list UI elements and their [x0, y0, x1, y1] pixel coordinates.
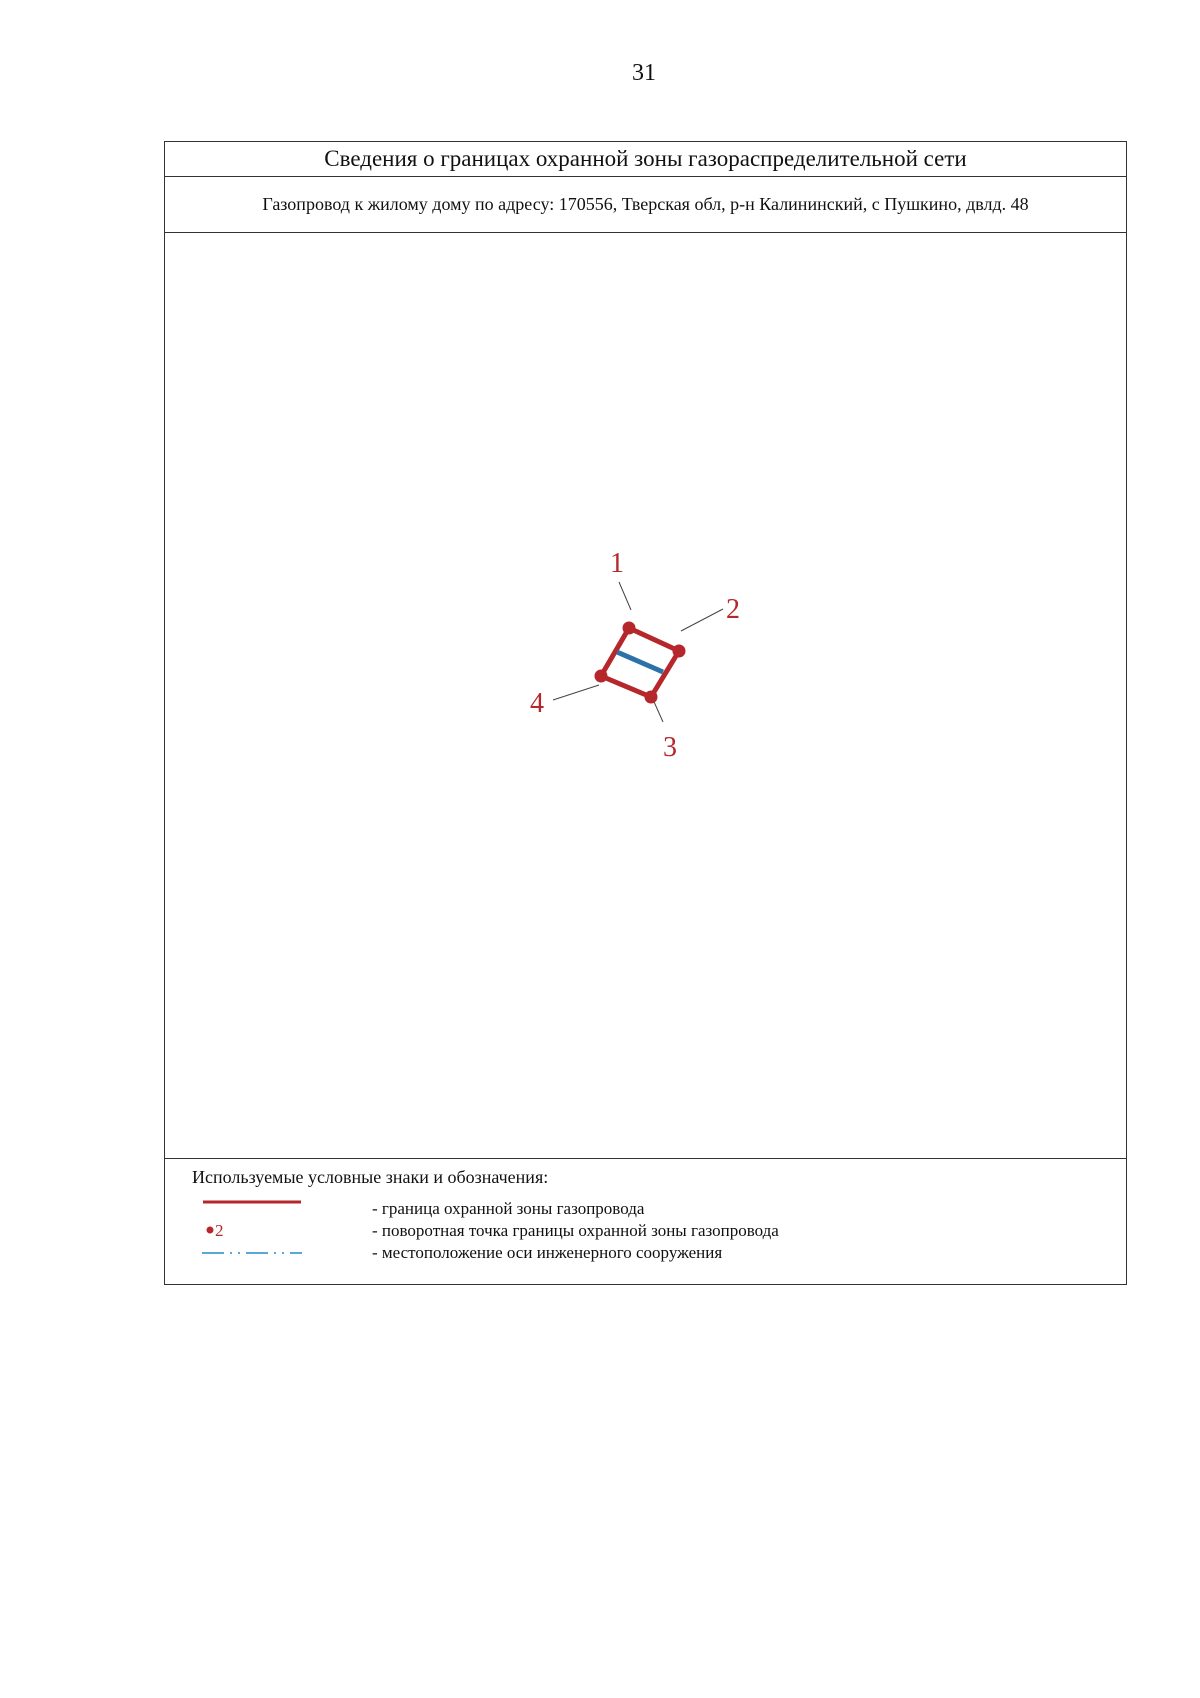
- document-frame: [164, 141, 1127, 1285]
- legend-text-point: - поворотная точка границы охранной зоны газопровода: [372, 1221, 779, 1240]
- red-solid-line-icon: [202, 1198, 302, 1220]
- point-label-2: 2: [726, 594, 740, 625]
- page-number: 31: [632, 60, 656, 86]
- boundary-point-1: [623, 622, 636, 635]
- document-title: Сведения о границах охранной зоны газораспределительной сети: [165, 142, 1126, 177]
- boundary-point-4: [595, 670, 608, 683]
- blue-dash-dot-line-icon: [202, 1242, 302, 1264]
- point-label-4: 4: [530, 688, 544, 719]
- leader-line-1: [619, 582, 631, 610]
- legend-item-axis: [165, 1242, 1126, 1264]
- legend-text-axis: - местоположение оси инженерного сооружения: [372, 1243, 723, 1262]
- legend-title: Используемые условные знаки и обозначения:: [192, 1167, 549, 1187]
- legend-item-point: [165, 1220, 1126, 1242]
- address-line: Газопровод к жилому дому по адресу: 170556, Тверская обл, р-н Калининский, с Пушкино, двлд. 48: [165, 176, 1126, 233]
- boundary-point-2: [673, 645, 686, 658]
- legend-point-label: 2: [215, 1221, 224, 1240]
- map-area: [165, 232, 1126, 1159]
- map-drawing: [165, 232, 1125, 1158]
- point-label-3: 3: [663, 732, 677, 763]
- red-point-icon: [202, 1220, 302, 1242]
- leader-line-4: [553, 685, 599, 700]
- boundary-point-3: [645, 691, 658, 704]
- pipeline-axis: [617, 652, 663, 672]
- legend-text-boundary: - граница охранной зоны газопровода: [372, 1199, 645, 1218]
- legend: [165, 1158, 1126, 1284]
- point-label-1: 1: [610, 548, 624, 579]
- leader-line-2: [681, 609, 723, 631]
- legend-item-boundary: [165, 1198, 1126, 1220]
